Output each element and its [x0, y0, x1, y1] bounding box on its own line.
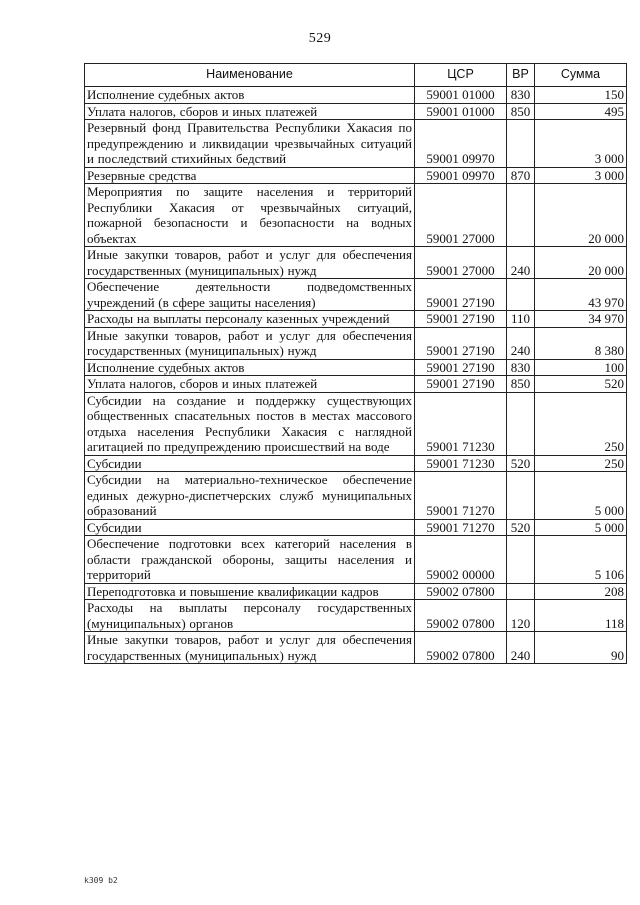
table-row: [85, 376, 627, 393]
row-name: Переподготовка и повышение квалификации кадров: [85, 583, 415, 600]
budget-table: [84, 63, 627, 664]
row-csr: 59001 27190: [415, 376, 507, 393]
row-vr: 830: [507, 87, 535, 104]
table-row: [85, 472, 627, 520]
row-csr: 59002 07800: [415, 583, 507, 600]
row-csr: 59001 01000: [415, 103, 507, 120]
row-vr: 110: [507, 311, 535, 328]
row-csr: 59001 71270: [415, 519, 507, 536]
row-name: Субсидии: [85, 455, 415, 472]
row-csr: 59001 71230: [415, 392, 507, 455]
row-sum: 90: [535, 632, 627, 664]
row-vr: 120: [507, 600, 535, 632]
row-sum: 250: [535, 455, 627, 472]
header-name: Наименование: [85, 64, 415, 87]
row-sum: 20 000: [535, 247, 627, 279]
row-sum: 118: [535, 600, 627, 632]
row-csr: 59002 07800: [415, 600, 507, 632]
row-sum: 34 970: [535, 311, 627, 328]
row-vr: 830: [507, 359, 535, 376]
row-name: Мероприятия по защите населения и территорий Республики Хакасия от чрезвычайных ситуаций, пожарной безопасности и безопасности на водных объектах: [85, 184, 415, 247]
row-name: Субсидии на создание и поддержку существующих общественных спасательных постов в местах массового отдыха населения Республики Хакасия с наглядной агитацией по предупреждению происшествий на воде: [85, 392, 415, 455]
row-csr: 59002 07800: [415, 632, 507, 664]
row-name: Расходы на выплаты персоналу государственных (муниципальных) органов: [85, 600, 415, 632]
row-sum: 250: [535, 392, 627, 455]
table-row: [85, 392, 627, 455]
row-name: Обеспечение деятельности подведомственных учреждений (в сфере защиты населения): [85, 279, 415, 311]
table-header-row: [85, 64, 627, 87]
header-vr: ВР: [507, 64, 535, 87]
row-sum: 3 000: [535, 167, 627, 184]
row-csr: 59002 00000: [415, 536, 507, 584]
table-row: [85, 600, 627, 632]
row-name: Иные закупки товаров, работ и услуг для обеспечения государственных (муниципальных) нужд: [85, 327, 415, 359]
table-row: [85, 632, 627, 664]
table-row: [85, 311, 627, 328]
row-sum: 20 000: [535, 184, 627, 247]
row-sum: 43 970: [535, 279, 627, 311]
row-vr: 240: [507, 247, 535, 279]
table-row: [85, 327, 627, 359]
row-csr: 59001 27190: [415, 279, 507, 311]
table-row: [85, 536, 627, 584]
table-row: [85, 519, 627, 536]
row-vr: [507, 472, 535, 520]
row-csr: 59001 27190: [415, 327, 507, 359]
row-sum: 5 000: [535, 472, 627, 520]
row-csr: 59001 09970: [415, 167, 507, 184]
row-sum: 5 106: [535, 536, 627, 584]
row-vr: [507, 583, 535, 600]
row-name: Расходы на выплаты персоналу казенных учреждений: [85, 311, 415, 328]
row-name: Уплата налогов, сборов и иных платежей: [85, 103, 415, 120]
row-name: Резервный фонд Правительства Республики Хакасия по предупреждению и ликвидации чрезвычайных ситуаций и последствий стихийных бедствий: [85, 120, 415, 168]
footer-code: k309 b2: [84, 876, 118, 885]
row-vr: [507, 279, 535, 311]
row-name: Исполнение судебных актов: [85, 87, 415, 104]
header-csr: ЦСР: [415, 64, 507, 87]
table-row: [85, 87, 627, 104]
row-vr: [507, 392, 535, 455]
table-row: [85, 247, 627, 279]
table-row: [85, 103, 627, 120]
page-number: 529: [308, 31, 332, 46]
row-vr: [507, 184, 535, 247]
row-csr: 59001 71270: [415, 472, 507, 520]
table-row: [85, 120, 627, 168]
table-row: [85, 583, 627, 600]
row-vr: 850: [507, 103, 535, 120]
row-name: Уплата налогов, сборов и иных платежей: [85, 376, 415, 393]
row-csr: 59001 27190: [415, 311, 507, 328]
row-vr: 520: [507, 519, 535, 536]
row-csr: 59001 01000: [415, 87, 507, 104]
row-vr: 850: [507, 376, 535, 393]
header-sum: Сумма: [535, 64, 627, 87]
table-row: [85, 279, 627, 311]
row-name: Исполнение судебных актов: [85, 359, 415, 376]
row-name: Иные закупки товаров, работ и услуг для обеспечения государственных (муниципальных) нужд: [85, 247, 415, 279]
row-sum: 495: [535, 103, 627, 120]
row-vr: [507, 536, 535, 584]
table-row: [85, 455, 627, 472]
table-body: [85, 87, 627, 664]
row-sum: 3 000: [535, 120, 627, 168]
table-row: [85, 359, 627, 376]
row-vr: [507, 120, 535, 168]
row-name: Субсидии на материально-техническое обеспечение единых дежурно-диспетчерских служб муниципальных образований: [85, 472, 415, 520]
row-name: Иные закупки товаров, работ и услуг для обеспечения государственных (муниципальных) нужд: [85, 632, 415, 664]
row-csr: 59001 09970: [415, 120, 507, 168]
table-row: [85, 167, 627, 184]
row-sum: 208: [535, 583, 627, 600]
row-name: Резервные средства: [85, 167, 415, 184]
row-name: Обеспечение подготовки всех категорий населения в области гражданской обороны, защиты населения и территорий: [85, 536, 415, 584]
row-sum: 5 000: [535, 519, 627, 536]
row-csr: 59001 27000: [415, 184, 507, 247]
row-sum: 8 380: [535, 327, 627, 359]
row-vr: 870: [507, 167, 535, 184]
row-vr: 240: [507, 632, 535, 664]
row-csr: 59001 27000: [415, 247, 507, 279]
row-sum: 100: [535, 359, 627, 376]
row-sum: 150: [535, 87, 627, 104]
row-vr: 520: [507, 455, 535, 472]
table-row: [85, 184, 627, 247]
row-vr: 240: [507, 327, 535, 359]
row-csr: 59001 71230: [415, 455, 507, 472]
row-csr: 59001 27190: [415, 359, 507, 376]
row-sum: 520: [535, 376, 627, 393]
row-name: Субсидии: [85, 519, 415, 536]
